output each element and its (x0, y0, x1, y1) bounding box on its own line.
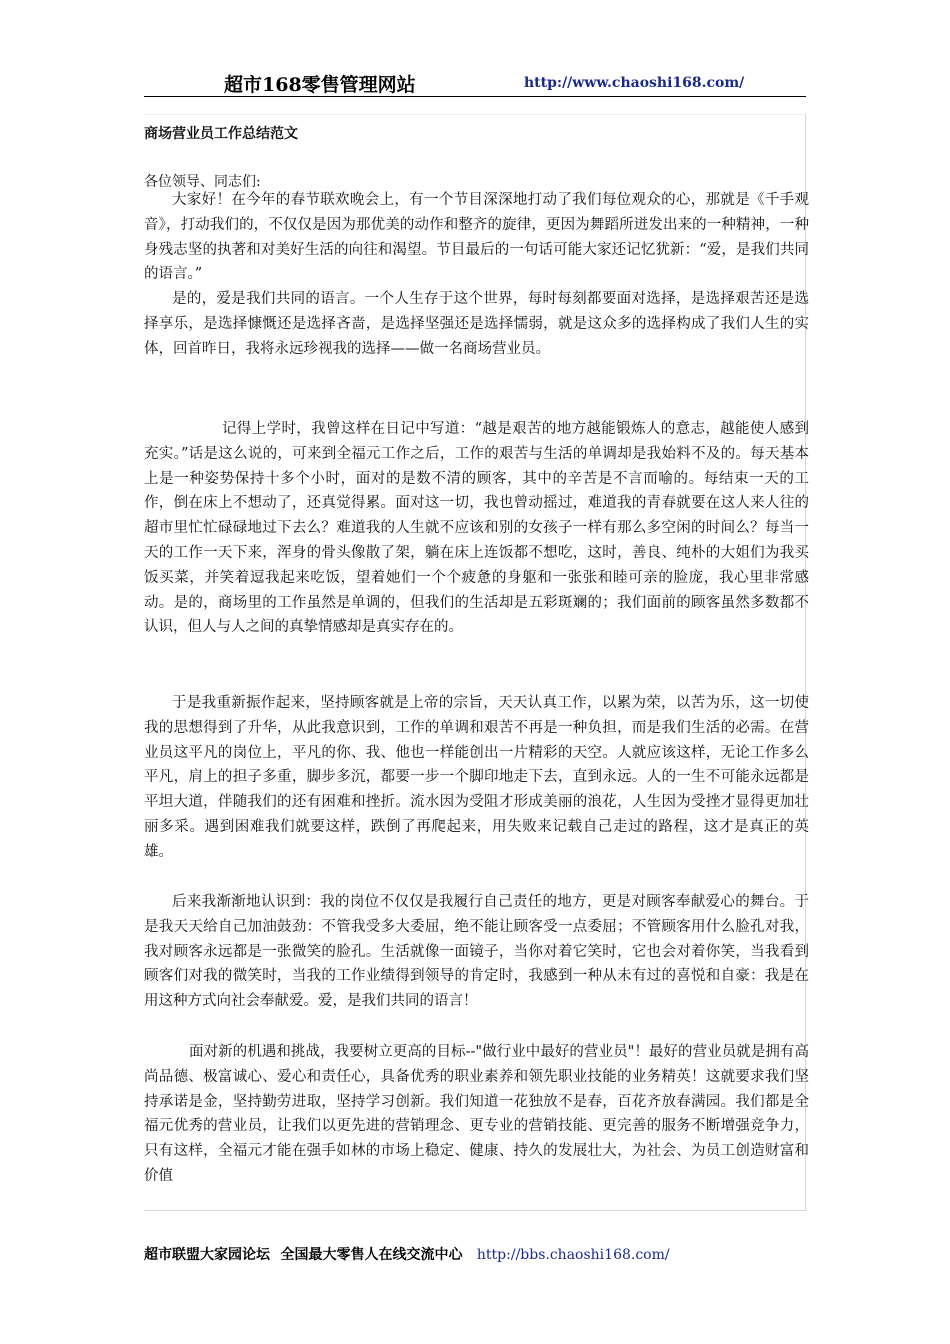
document-body (144, 114, 809, 1211)
paragraph-5: 后来我渐渐地认识到：我的岗位不仅仅是我履行自己责任的地方，更是对顾客奉献爱心的舞台。于是我天天给自己加油鼓劲：不管我受多大委屈，绝不能让顾客受一点委屈；不管顾客用什么脸孔对我，我对顾客永远都是一张微笑的脸孔。生活就像一面镜子，当你对着它笑时，它也会对着你笑，当我看到顾客们对我的微笑时，当我的工作业绩得到领导的肯定时，我感到一种从未有过的喜悦和自豪：我是在用这种方式向社会奉献爱。爱，是我们共同的语言！ (144, 894, 809, 1010)
greeting: 各位领导、同志们: (144, 174, 261, 190)
site-title: 超市168零售管理网站 (224, 74, 416, 96)
forum-url-link[interactable]: http://bbs.chaoshi168.com/ (476, 1247, 670, 1263)
forum-tagline: 全国最大零售人在线交流中心 (280, 1247, 463, 1263)
page-header (144, 70, 806, 97)
paragraph-3: 记得上学时，我曾这样在日记中写道：“越是艰苦的地方越能锻炼人的意志，越能使人感到充实。”话是这么说的，可来到全福元工作之后，工作的艰苦与生活的单调却是我始料不及的。每天基本上是一种姿势保持十多个小时，面对的是数不清的顾客，其中的辛苦是不言而喻的。每结束一天的工作，倒在床上不想动了，还真觉得累。面对这一切，我也曾动摇过，难道我的青春就要在这人来人往的超市里忙忙碌碌地过下去么？难道我的人生就不应该和别的女孩子一样有那么多空闲的时间么？每当一天的工作一天下来，浑身的骨头像散了架，躺在床上连饭都不想吃，这时，善良、纯朴的大姐们为我买饭买菜，并笑着逗我起来吃饭，望着她们一个个疲惫的身躯和一张张和睦可亲的脸庞，我心里非常感动。是的，商场里的工作虽然是单调的，但我们的生活却是五彩斑斓的；我们面前的顾客虽然多数都不认识，但人与人之间的真挚情感却是真实存在的。 (144, 421, 809, 636)
paragraph-1: 大家好！在今年的春节联欢晚会上，有一个节目深深地打动了我们每位观众的心，那就是《千手观音》，打动我们的，不仅仅是因为那优美的动作和整齐的旋律，更因为舞蹈所迸发出来的一种精神，一种身残志坚的执著和对美好生活的向往和渴望。节目最后的一句话可能大家还记忆犹新：“爱，是我们共同的语言。” (144, 192, 809, 283)
document-title: 商场营业员工作总结范文 (144, 126, 298, 142)
paragraph-6: 面对新的机遇和挑战，我要树立更高的目标--"做行业中最好的营业员"！最好的营业员就是拥有高尚品德、极富诚心、爱心和责任心，具备优秀的职业素养和领先职业技能的业务精英！这就要求我们坚持承诺是金，坚持勤劳进取，坚持学习创新。我们知道一花独放不是春，百花齐放春满园。我们都是全福元优秀的营业员，让我们以更先进的营销理念、更专业的营销技能、更完善的服务不断增强竞争力，只有这样，全福元才能在强手如林的市场上稳定、健康、持久的发展壮大，为社会、为员工创造财富和价值 (144, 1044, 809, 1184)
paragraph-4: 于是我重新振作起来，坚持顾客就是上帝的宗旨，天天认真工作，以累为荣，以苦为乐，这一切使我的思想得到了升华，从此我意识到，工作的单调和艰苦不再是一种负担，而是我们生活的必需。在营业员这平凡的岗位上，平凡的你、我、他也一样能创出一片精彩的天空。人就应该这样，无论工作多么平凡，肩上的担子多重，脚步多沉，都要一步一个脚印地走下去，直到永远。人的一生不可能永远都是平坦大道，伴随我们的还有困难和挫折。流水因为受阻才形成美丽的浪花，人生因为受挫才显得更加壮丽多采。遇到困难我们就要这样，跌倒了再爬起来，用失败来记载自己走过的路程，这才是真正的英雄。 (144, 695, 809, 860)
site-url-link[interactable]: http://www.chaoshi168.com/ (524, 75, 745, 91)
paragraph-2: 是的，爱是我们共同的语言。一个人生存于这个世界，每时每刻都要面对选择，是选择艰苦还是选择享乐，是选择慷慨还是选择吝啬，是选择坚强还是选择懦弱，就是这众多的选择构成了我们人生的实体，回首昨日，我将永远珍视我的选择——做一名商场营业员。 (144, 291, 809, 357)
page-footer (144, 1244, 670, 1264)
forum-name: 超市联盟大家园论坛 (144, 1247, 270, 1263)
